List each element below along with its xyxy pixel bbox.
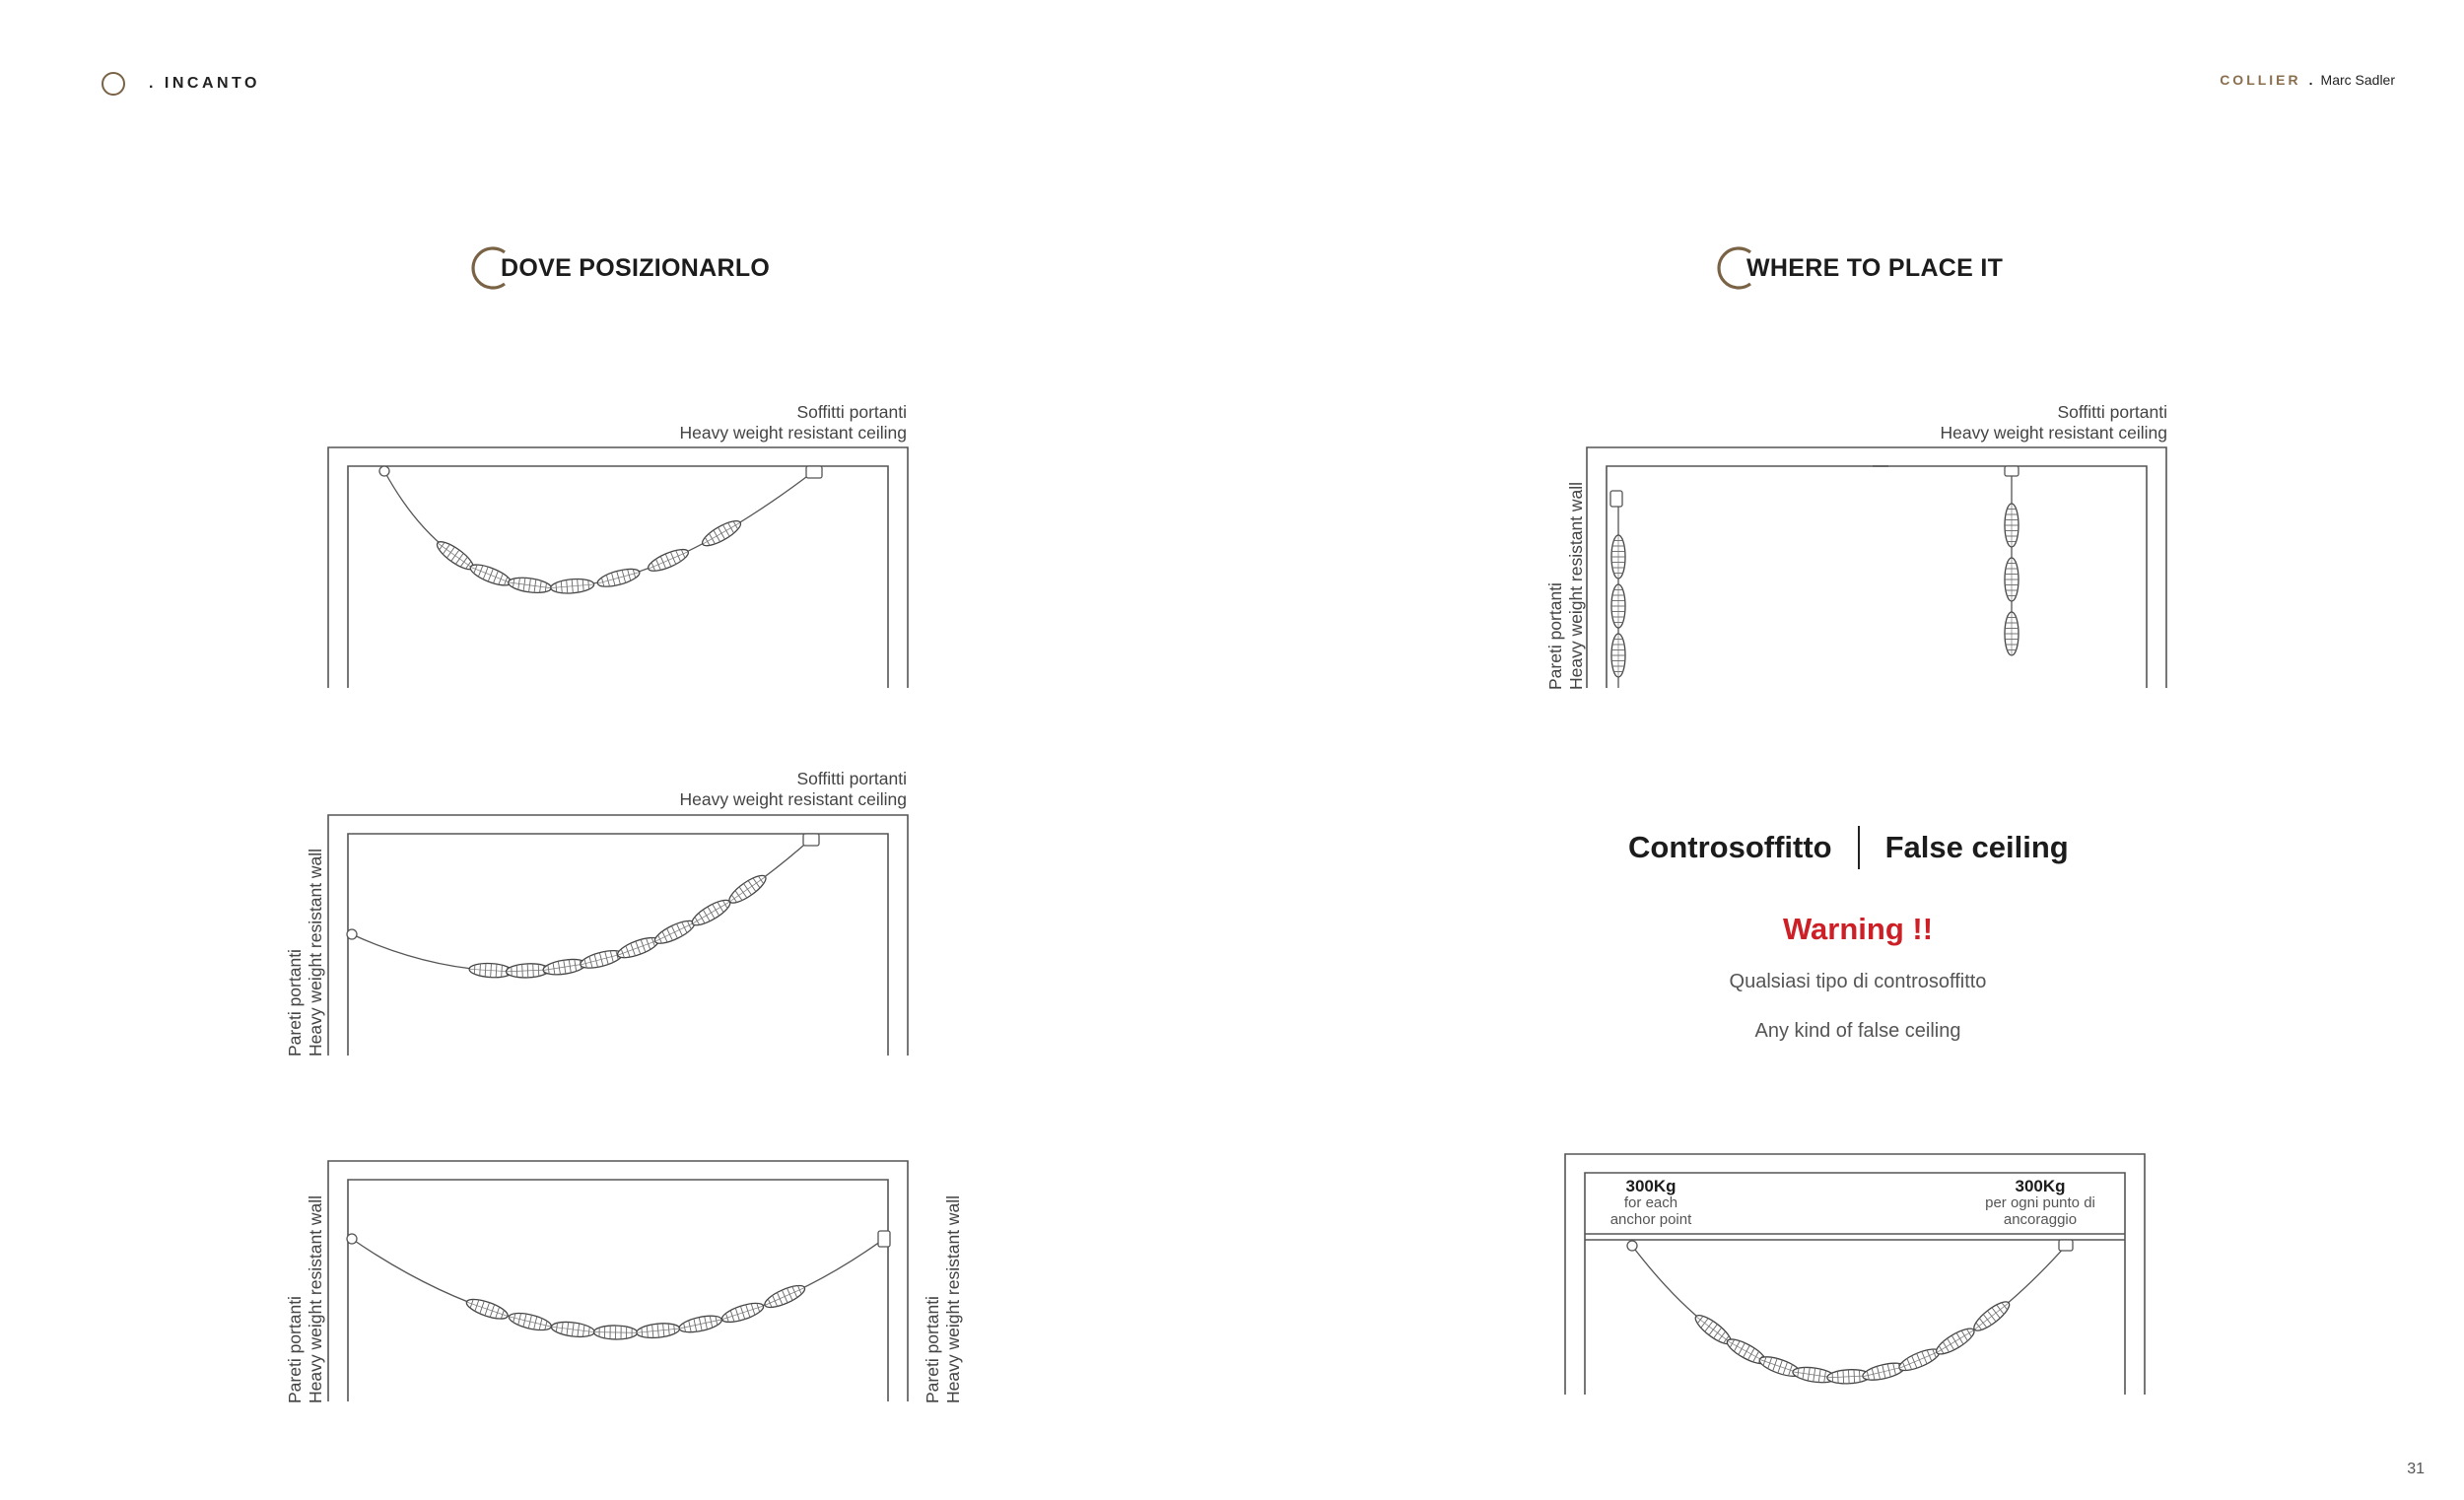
warning-text: Warning !! [1782,912,1934,946]
bead [646,545,691,575]
bead [2005,504,2019,547]
note-en: Any kind of false ceiling [1754,1020,1961,1042]
wall-label-en: Heavy weight resistant wall [306,1194,325,1403]
brand [102,72,260,96]
anchor-hook [803,834,819,846]
wall-label-en: Heavy weight resistant wall [943,1194,963,1403]
bead [508,576,552,595]
bead [1611,584,1625,628]
anchor-text-left-1: for each [1623,1194,1678,1211]
bead [551,1320,595,1338]
bead [615,933,660,961]
ceiling-label-it: Soffitti portanti [796,402,907,422]
bead [1970,1297,2013,1334]
anchor-weight-left: 300Kg [1625,1177,1677,1195]
chain-cable [384,471,814,587]
collection-header [2220,72,2395,88]
diagram-wall-ceiling-mount [328,814,910,1056]
bead [699,516,743,550]
anchor-hook [347,929,357,939]
bead [1896,1345,1942,1375]
wall-label-en: Heavy weight resistant wall [306,848,325,1057]
bead [689,896,733,929]
bead [542,957,587,978]
ceiling-label-it: Soffitti portanti [2057,402,2167,422]
bead [652,917,698,948]
bead [725,871,769,908]
header-separator: . [2308,72,2313,88]
false-ceiling-title-en: False ceiling [1884,830,2069,864]
collection-name: COLLIER [2220,72,2301,88]
diagram-wall-wall-mount [328,1160,910,1401]
anchor-hook [878,1231,890,1247]
bead [678,1313,723,1335]
wall-label-it: Pareti portanti [1545,582,1565,690]
bead [468,561,513,589]
anchor-weight-right: 300Kg [2015,1177,2066,1195]
ceiling-label-1 [679,402,907,443]
anchor-text-right-1: per ogni punto di [1985,1194,2095,1211]
anchor-capacity-right [1961,1178,2119,1228]
ceiling-label-en: Heavy weight resistant ceiling [1940,423,2167,443]
page-number: 31 [2407,1461,2425,1477]
anchor-hook [2005,466,2019,476]
wall-label-2 [285,849,326,1057]
chain-cable [352,839,811,971]
bead [2005,558,2019,601]
ceiling-label-4 [1940,402,2167,443]
wall-label-3b [923,1195,964,1403]
bead [719,1299,765,1326]
bead [579,947,624,972]
anchor-text-left-2: anchor point [1609,1211,1692,1228]
section-title-left [471,246,770,290]
brand-name: . INCANTO [149,75,260,92]
title-divider [1858,826,1860,869]
anchor-hook [347,1234,357,1244]
bead [1611,634,1625,677]
bead [594,1326,638,1340]
section-title-right [1717,246,2003,290]
anchor-hook [806,466,822,478]
bead [464,1295,510,1323]
diagram-vertical-drops [1587,446,2168,688]
chain-cable [352,1239,884,1332]
anchor-hook [1627,1241,1637,1251]
page-title-it: DOVE POSIZIONARLO [501,253,771,282]
anchor-text-right-2: ancoraggio [2003,1211,2078,1228]
anchor-capacity-left [1589,1178,1713,1228]
bead [508,1310,553,1333]
ring-icon [102,72,125,96]
wall-label-it: Pareti portanti [923,1296,942,1403]
bead [1861,1360,1906,1384]
diagram-ceiling-mount [328,446,910,688]
anchor-hook [379,466,389,476]
false-ceiling-title-it: Controsoffitto [1628,830,1832,864]
note-it: Qualsiasi tipo di controsoffitto [1729,971,1987,992]
anchor-hook [1610,491,1622,507]
designer-name: Marc Sadler [2320,72,2395,88]
bead [1933,1325,1977,1359]
page-title-en: WHERE TO PLACE IT [1746,253,2004,282]
ceiling-label-it: Soffitti portanti [796,769,907,788]
ceiling-label-2 [679,769,907,810]
wall-label-3a [285,1195,326,1403]
wall-label-en: Heavy weight resistant wall [1566,481,1586,690]
wall-label-4 [1545,482,1587,690]
bead [1611,535,1625,579]
bead [596,566,642,590]
bead [550,578,594,595]
bead [2005,612,2019,655]
anchor-hook [2059,1240,2073,1251]
ceiling-label-en: Heavy weight resistant ceiling [679,423,907,443]
ceiling-label-en: Heavy weight resistant ceiling [679,789,907,809]
wall-label-it: Pareti portanti [285,1296,305,1403]
wall-label-it: Pareti portanti [285,949,305,1057]
bead [762,1281,807,1312]
bead [636,1322,680,1339]
false-ceiling-title [1628,826,2069,869]
